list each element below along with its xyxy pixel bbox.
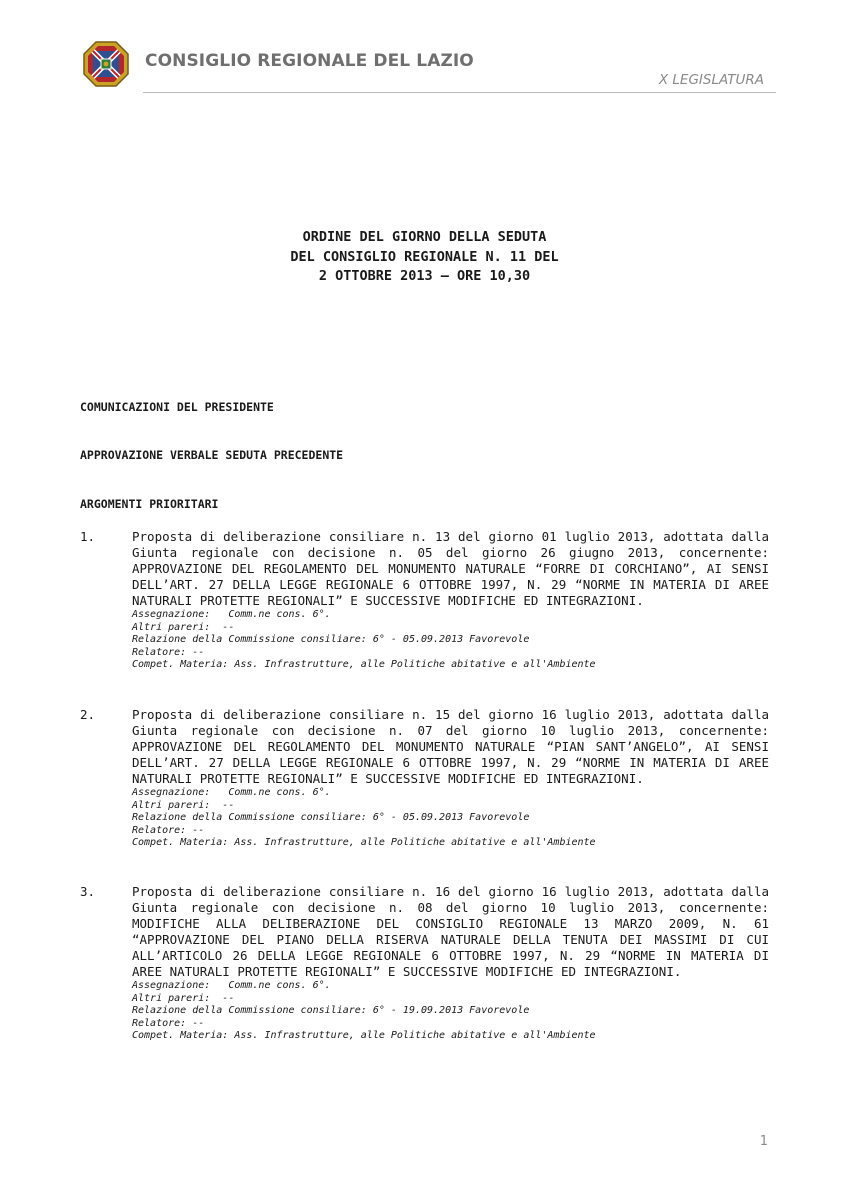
- item-description: Proposta di deliberazione consiliare n. 13 del giorno 01 luglio 2013, adottata dalla Giunta regionale con decisione n. 05 del giorno 26 giugno 2013, concernente: APPROVAZIONE DEL REGOLAMENTO DEL MONUMENTO NATURALE “FORRE DI CORCHIANO”, AI SENSI DELL’ART. 27 DELLA LEGGE REGIONALE 6 OTTOBRE 1997, N. 29 “NORME IN MATERIA DI AREE NATURALI PROTETTE REGIONALI” E SUCCESSIVE MODIFICHE ED INTEGRAZIONI.: [132, 529, 769, 608]
- item-other-opinions: Altri pareri: --: [132, 992, 235, 1004]
- section-heading-approval: APPROVAZIONE VERBALE SEDUTA PRECEDENTE: [80, 448, 344, 462]
- agenda-item: [80, 884, 769, 1043]
- page-number: 1: [759, 1134, 768, 1149]
- item-competence: Compet. Materia: Ass. Infrastrutture, alle Politiche abitative e all'Ambiente: [132, 1030, 596, 1041]
- item-competence: Compet. Materia: Ass. Infrastrutture, alle Politiche abitative e all'Ambiente: [132, 837, 596, 848]
- item-description: Proposta di deliberazione consiliare n. 16 del giorno 16 luglio 2013, adottata dalla Giunta regionale con decisione n. 08 del giorno 10 luglio 2013, concernente: MODIFICHE ALLA DELIBERAZIONE DEL CONSIGLIO REGIONALE 13 MARZO 2009, N. 61 “APPROVAZIONE DEL PIANO DELLA RISERVA NATURALE DELLA TENUTA DEI MASSIMI DI CUI ALL’ARTICOLO 26 DELLA LEGGE REGIONALE 6 OTTOBRE 1997, N. 29 “NORME IN MATERIA DI AREE NATURALI PROTETTE REGIONALI” E SUCCESSIVE MODIFICHE ED INTEGRAZIONI.: [132, 884, 769, 979]
- section-heading-priority: ARGOMENTI PRIORITARI: [80, 497, 219, 511]
- item-committee-report: Relazione della Commissione consiliare: 6° - 05.09.2013 Favorevole: [132, 634, 530, 645]
- item-other-opinions: Altri pareri: --: [132, 621, 235, 633]
- item-assignment: Assegnazione: Comm.ne cons. 6°.: [132, 980, 331, 991]
- organization-name: CONSIGLIO REGIONALE DEL LAZIO: [145, 51, 474, 71]
- legislature-label: X LEGISLATURA: [658, 72, 764, 88]
- section-heading-communications: COMUNICAZIONI DEL PRESIDENTE: [80, 400, 274, 414]
- item-competence: Compet. Materia: Ass. Infrastrutture, alle Politiche abitative e all'Ambiente: [132, 659, 596, 670]
- item-assignment: Assegnazione: Comm.ne cons. 6°.: [132, 787, 331, 798]
- item-description: Proposta di deliberazione consiliare n. 15 del giorno 16 luglio 2013, adottata dalla Giunta regionale con decisione n. 07 del giorno 10 luglio 2013, concernente: APPROVAZIONE DEL REGOLAMENTO DEL MONUMENTO NATURALE “PIAN SANT’ANGELO”, AI SENSI DELL’ART. 27 DELLA LEGGE REGIONALE 6 OTTOBRE 1997, N. 29 “NORME IN MATERIA DI AREE NATURALI PROTETTE REGIONALI” E SUCCESSIVE MODIFICHE ED INTEGRAZIONI.: [132, 707, 769, 786]
- item-number: 2.: [80, 707, 96, 722]
- agenda-item: [80, 529, 769, 672]
- item-rapporteur: Relatore: --: [132, 824, 205, 836]
- regional-council-emblem: [82, 40, 130, 88]
- item-number: 1.: [80, 529, 96, 544]
- item-number: 3.: [80, 884, 96, 899]
- item-rapporteur: Relatore: --: [132, 1017, 205, 1029]
- title-line-1: ORDINE DEL GIORNO DELLA SEDUTA: [302, 229, 547, 245]
- title-line-2: DEL CONSIGLIO REGIONALE N. 11 DEL: [290, 248, 559, 265]
- item-committee-report: Relazione della Commissione consiliare: 6° - 05.09.2013 Favorevole: [132, 812, 530, 823]
- item-assignment: Assegnazione: Comm.ne cons. 6°.: [132, 609, 331, 620]
- title-line-3: 2 OTTOBRE 2013 – ORE 10,30: [318, 268, 531, 284]
- header-divider: [143, 92, 776, 93]
- item-other-opinions: Altri pareri: --: [132, 799, 235, 811]
- item-rapporteur: Relatore: --: [132, 646, 205, 658]
- agenda-item: [80, 707, 769, 850]
- document-title: [0, 228, 849, 287]
- item-committee-report: Relazione della Commissione consiliare: 6° - 19.09.2013 Favorevole: [132, 1005, 530, 1016]
